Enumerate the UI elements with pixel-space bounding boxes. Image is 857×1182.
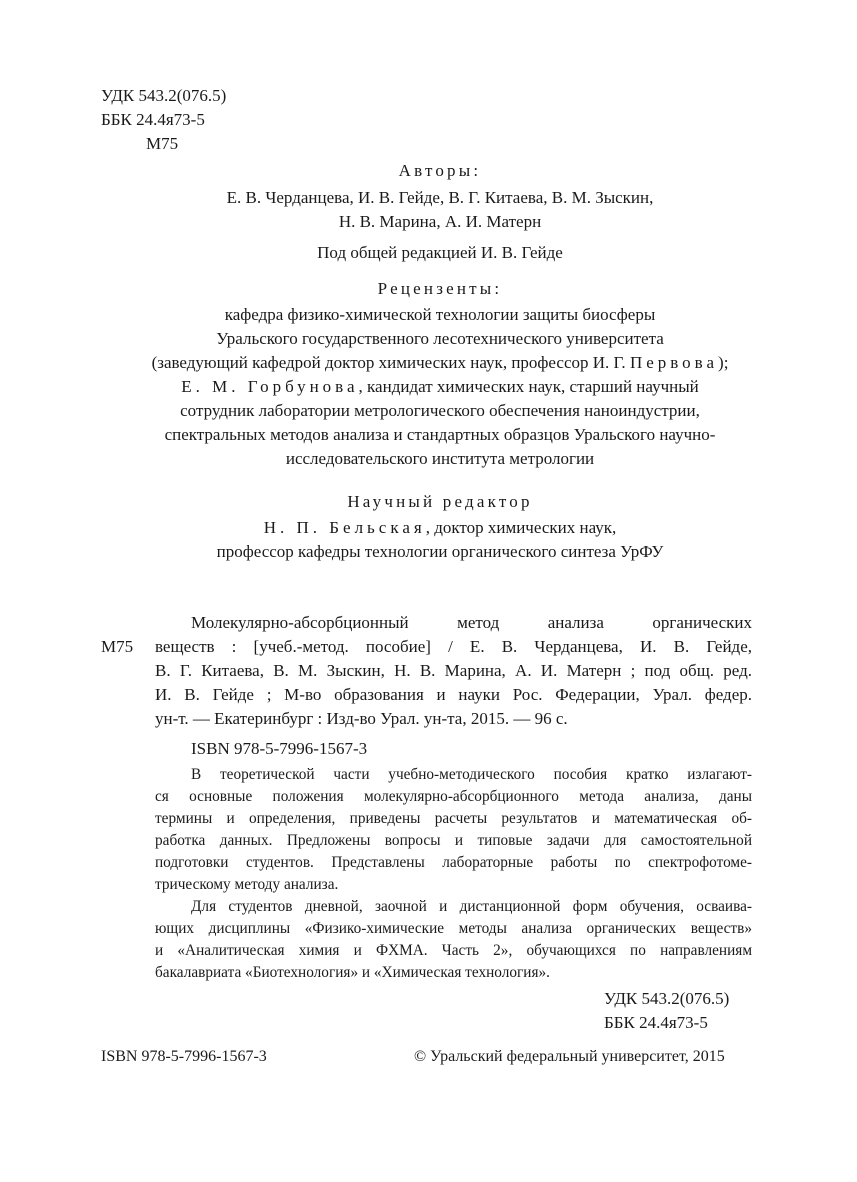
footer-bbk-code: ББК 24.4я73-5 bbox=[604, 1013, 708, 1032]
bbk-code: ББК 24.4я73-5 bbox=[101, 110, 205, 129]
abstract-p2-line-2: ющих дисциплины «Физико-химические методы анализа органических веществ» bbox=[155, 920, 752, 937]
reviewers-line-3 bbox=[90, 351, 790, 375]
reviewers-line-1: кафедра физико-химической технологии защиты биосферы bbox=[224, 305, 656, 324]
bibliographic-line-5: ун-т. — Екатеринбург : Изд-во Урал. ун-та, 2015. — 96 с. bbox=[155, 709, 568, 728]
copyright-notice: © Уральский федеральный университет, 2015 bbox=[414, 1048, 725, 1065]
abstract-p1-line-3: термины и определения, приведены расчеты результатов и математическая об- bbox=[155, 810, 752, 827]
scientific-editor-line-1 bbox=[90, 516, 790, 540]
reviewers-line-4 bbox=[90, 375, 790, 399]
scientific-editor-line-2: профессор кафедры технологии органического синтеза УрФУ bbox=[216, 542, 664, 561]
reviewers-line-3-pre: (заведующий кафедрой доктор химических наук, профессор И. Г. bbox=[151, 353, 630, 372]
scientific-editor-name: Н. П. Бельская bbox=[263, 518, 426, 537]
scientific-editor-heading: Научный редактор bbox=[347, 492, 533, 511]
bibliographic-line-3: В. Г. Китаева, В. М. Зыскин, Н. В. Марина, А. И. Матерн ; под общ. ред. bbox=[155, 661, 752, 680]
author-mark-code: М75 bbox=[146, 134, 179, 153]
scientific-editor-block bbox=[90, 490, 790, 564]
authors-line-1: Е. В. Черданцева, И. В. Гейде, В. Г. Китаева, В. М. Зыскин, bbox=[226, 188, 654, 207]
bibliographic-line-2: веществ : [учеб.-метод. пособие] / Е. В. Черданцева, И. В. Гейде, bbox=[155, 637, 752, 656]
general-editorship: Под общей редакцией И. В. Гейде bbox=[317, 243, 563, 262]
authors-heading: Авторы: bbox=[398, 161, 482, 180]
abstract-p1-line-6: трическому методу анализа. bbox=[155, 876, 339, 893]
udk-code: УДК 543.2(076.5) bbox=[101, 86, 227, 105]
reviewer-2-name: Е. М. Горбунова bbox=[181, 377, 359, 396]
abstract-p1-line-4: работка данных. Предложены вопросы и типовые задачи для самостоятельной bbox=[155, 832, 752, 849]
scientific-editor-line-1-post: , доктор химических наук, bbox=[425, 518, 617, 537]
reviewers-line-5: сотрудник лаборатории метрологического обеспечения наноиндустрии, bbox=[180, 401, 700, 420]
authors-line-2: Н. В. Марина, А. И. Матерн bbox=[338, 212, 542, 231]
bibliographic-isbn: ISBN 978-5-7996-1567-3 bbox=[191, 739, 368, 758]
abstract-p2-line-3: и «Аналитическая химия и ФХМА. Часть 2», обучающихся по направлениям bbox=[155, 942, 752, 959]
abstract-p1-line-1: В теоретической части учебно-методического пособия кратко излагают- bbox=[191, 766, 752, 783]
bibliographic-line-1: Молекулярно-абсорбционный метод анализа органических bbox=[191, 613, 752, 632]
bottom-isbn: ISBN 978-5-7996-1567-3 bbox=[101, 1048, 267, 1065]
reviewers-line-6: спектральных методов анализа и стандартных образцов Уральского научно- bbox=[164, 425, 716, 444]
reviewer-1-name: Первова bbox=[629, 353, 719, 372]
reviewers-heading: Рецензенты: bbox=[377, 279, 503, 298]
reviewers-line-4-post: , кандидат химических наук, старший научный bbox=[358, 377, 699, 396]
bibliographic-code: М75 bbox=[101, 637, 134, 656]
authors-block bbox=[90, 159, 790, 265]
footer-udk-code: УДК 543.2(076.5) bbox=[604, 989, 730, 1008]
abstract-p2-line-1: Для студентов дневной, заочной и дистанционной форм обучения, осваива- bbox=[191, 898, 752, 915]
abstract-p2-line-4: бакалавриата «Биотехнология» и «Химическая технология». bbox=[155, 964, 550, 981]
reviewers-line-3-post: ); bbox=[718, 353, 729, 372]
reviewers-line-2: Уральского государственного лесотехнического университета bbox=[216, 329, 664, 348]
bibliographic-line-4: И. В. Гейде ; М-во образования и науки Рос. Федерации, Урал. федер. bbox=[155, 685, 752, 704]
reviewers-block bbox=[90, 277, 790, 471]
reviewers-line-7: исследовательского института метрологии bbox=[285, 449, 595, 468]
abstract-p1-line-5: подготовки студентов. Представлены лабораторные работы по спектрофотоме- bbox=[155, 854, 752, 871]
abstract-p1-line-2: ся основные положения молекулярно-абсорбционного метода анализа, даны bbox=[155, 788, 752, 805]
